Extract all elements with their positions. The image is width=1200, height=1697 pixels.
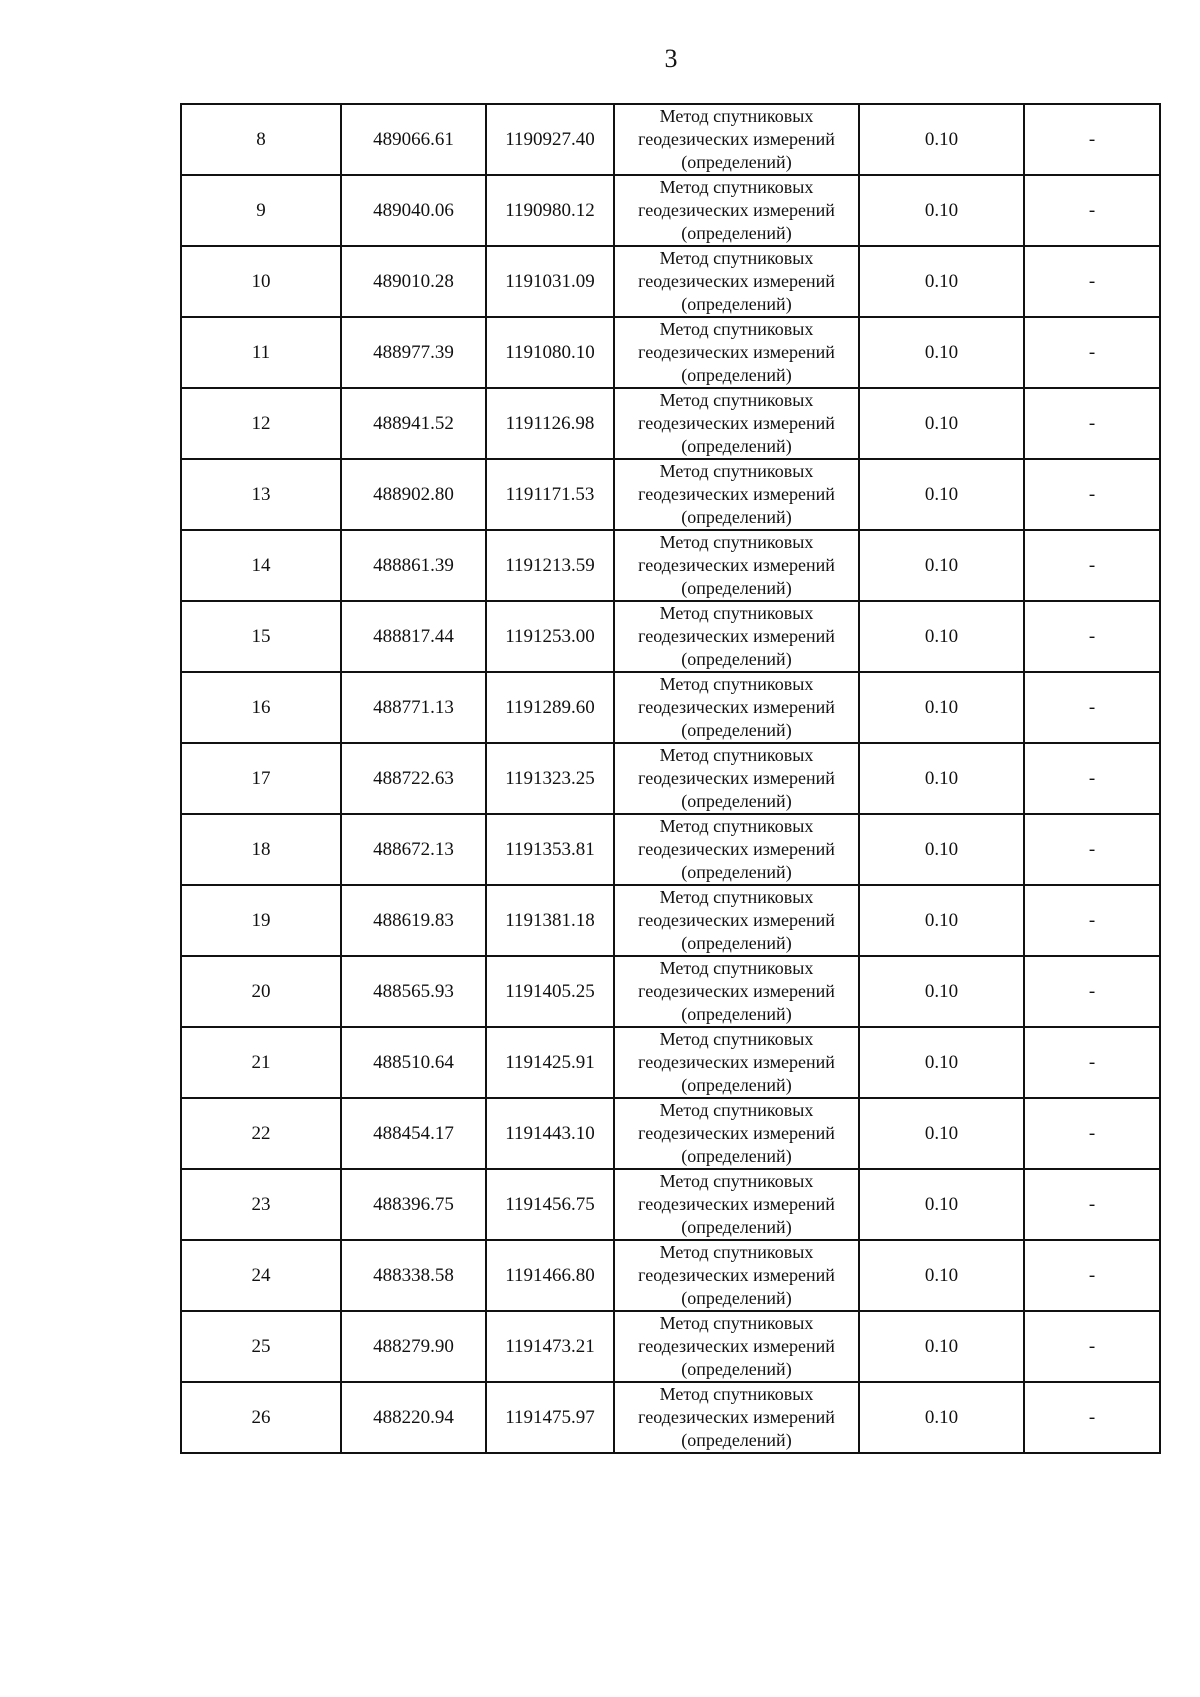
y-coordinate-cell: 1191425.91 (486, 1027, 614, 1098)
note-cell: - (1024, 885, 1160, 956)
note-cell: - (1024, 956, 1160, 1027)
y-coordinate-cell: 1191253.00 (486, 601, 614, 672)
x-coordinate-cell: 488861.39 (341, 530, 486, 601)
note-cell: - (1024, 1098, 1160, 1169)
method-cell: Метод спутниковых геодезических измерений (определений) (614, 885, 859, 956)
accuracy-cell: 0.10 (859, 175, 1024, 246)
note-cell: - (1024, 601, 1160, 672)
table-row (181, 814, 1160, 885)
coordinates-table (180, 103, 1161, 1454)
table-row (181, 743, 1160, 814)
point-number-cell: 18 (181, 814, 341, 885)
table-row (181, 956, 1160, 1027)
x-coordinate-cell: 488941.52 (341, 388, 486, 459)
table-row (181, 530, 1160, 601)
x-coordinate-cell: 488722.63 (341, 743, 486, 814)
note-cell: - (1024, 246, 1160, 317)
x-coordinate-cell: 488396.75 (341, 1169, 486, 1240)
note-cell: - (1024, 1027, 1160, 1098)
y-coordinate-cell: 1191405.25 (486, 956, 614, 1027)
point-number-cell: 25 (181, 1311, 341, 1382)
x-coordinate-cell: 489066.61 (341, 104, 486, 175)
table-row (181, 601, 1160, 672)
y-coordinate-cell: 1191171.53 (486, 459, 614, 530)
table-row (181, 1027, 1160, 1098)
accuracy-cell: 0.10 (859, 1098, 1024, 1169)
note-cell: - (1024, 1169, 1160, 1240)
x-coordinate-cell: 488902.80 (341, 459, 486, 530)
point-number-cell: 22 (181, 1098, 341, 1169)
method-cell: Метод спутниковых геодезических измерений (определений) (614, 530, 859, 601)
accuracy-cell: 0.10 (859, 601, 1024, 672)
y-coordinate-cell: 1191381.18 (486, 885, 614, 956)
method-cell: Метод спутниковых геодезических измерений (определений) (614, 743, 859, 814)
accuracy-cell: 0.10 (859, 885, 1024, 956)
y-coordinate-cell: 1191353.81 (486, 814, 614, 885)
x-coordinate-cell: 489010.28 (341, 246, 486, 317)
y-coordinate-cell: 1191031.09 (486, 246, 614, 317)
y-coordinate-cell: 1191466.80 (486, 1240, 614, 1311)
method-cell: Метод спутниковых геодезических измерений (определений) (614, 459, 859, 530)
x-coordinate-cell: 488619.83 (341, 885, 486, 956)
method-cell: Метод спутниковых геодезических измерений (определений) (614, 1382, 859, 1453)
table-row (181, 104, 1160, 175)
point-number-cell: 14 (181, 530, 341, 601)
method-cell: Метод спутниковых геодезических измерений (определений) (614, 246, 859, 317)
y-coordinate-cell: 1191475.97 (486, 1382, 614, 1453)
note-cell: - (1024, 530, 1160, 601)
accuracy-cell: 0.10 (859, 956, 1024, 1027)
accuracy-cell: 0.10 (859, 1240, 1024, 1311)
note-cell: - (1024, 1311, 1160, 1382)
table-row (181, 885, 1160, 956)
table-row (181, 317, 1160, 388)
point-number-cell: 20 (181, 956, 341, 1027)
x-coordinate-cell: 488220.94 (341, 1382, 486, 1453)
method-cell: Метод спутниковых геодезических измерений (определений) (614, 175, 859, 246)
note-cell: - (1024, 388, 1160, 459)
coordinates-table-body (181, 104, 1160, 1453)
method-cell: Метод спутниковых геодезических измерений (определений) (614, 814, 859, 885)
accuracy-cell: 0.10 (859, 388, 1024, 459)
method-cell: Метод спутниковых геодезических измерений (определений) (614, 317, 859, 388)
note-cell: - (1024, 1240, 1160, 1311)
y-coordinate-cell: 1190927.40 (486, 104, 614, 175)
method-cell: Метод спутниковых геодезических измерений (определений) (614, 956, 859, 1027)
point-number-cell: 13 (181, 459, 341, 530)
point-number-cell: 24 (181, 1240, 341, 1311)
point-number-cell: 12 (181, 388, 341, 459)
accuracy-cell: 0.10 (859, 104, 1024, 175)
accuracy-cell: 0.10 (859, 317, 1024, 388)
point-number-cell: 8 (181, 104, 341, 175)
y-coordinate-cell: 1191323.25 (486, 743, 614, 814)
point-number-cell: 23 (181, 1169, 341, 1240)
method-cell: Метод спутниковых геодезических измерений (определений) (614, 1027, 859, 1098)
page-number: 3 (664, 44, 678, 73)
accuracy-cell: 0.10 (859, 246, 1024, 317)
method-cell: Метод спутниковых геодезических измерений (определений) (614, 388, 859, 459)
point-number-cell: 16 (181, 672, 341, 743)
y-coordinate-cell: 1191080.10 (486, 317, 614, 388)
table-row (181, 1169, 1160, 1240)
point-number-cell: 15 (181, 601, 341, 672)
point-number-cell: 21 (181, 1027, 341, 1098)
accuracy-cell: 0.10 (859, 530, 1024, 601)
point-number-cell: 19 (181, 885, 341, 956)
note-cell: - (1024, 743, 1160, 814)
x-coordinate-cell: 488672.13 (341, 814, 486, 885)
point-number-cell: 17 (181, 743, 341, 814)
table-row (181, 1382, 1160, 1453)
note-cell: - (1024, 1382, 1160, 1453)
note-cell: - (1024, 672, 1160, 743)
x-coordinate-cell: 488338.58 (341, 1240, 486, 1311)
method-cell: Метод спутниковых геодезических измерений (определений) (614, 104, 859, 175)
point-number-cell: 11 (181, 317, 341, 388)
x-coordinate-cell: 488279.90 (341, 1311, 486, 1382)
accuracy-cell: 0.10 (859, 1169, 1024, 1240)
table-row (181, 459, 1160, 530)
accuracy-cell: 0.10 (859, 1382, 1024, 1453)
note-cell: - (1024, 814, 1160, 885)
table-row (181, 246, 1160, 317)
accuracy-cell: 0.10 (859, 743, 1024, 814)
note-cell: - (1024, 317, 1160, 388)
method-cell: Метод спутниковых геодезических измерений (определений) (614, 1240, 859, 1311)
y-coordinate-cell: 1190980.12 (486, 175, 614, 246)
accuracy-cell: 0.10 (859, 814, 1024, 885)
method-cell: Метод спутниковых геодезических измерений (определений) (614, 1098, 859, 1169)
table-row (181, 388, 1160, 459)
method-cell: Метод спутниковых геодезических измерений (определений) (614, 1169, 859, 1240)
method-cell: Метод спутниковых геодезических измерений (определений) (614, 601, 859, 672)
y-coordinate-cell: 1191213.59 (486, 530, 614, 601)
table-row (181, 1240, 1160, 1311)
accuracy-cell: 0.10 (859, 1311, 1024, 1382)
note-cell: - (1024, 459, 1160, 530)
y-coordinate-cell: 1191126.98 (486, 388, 614, 459)
x-coordinate-cell: 488977.39 (341, 317, 486, 388)
point-number-cell: 9 (181, 175, 341, 246)
table-row (181, 175, 1160, 246)
note-cell: - (1024, 104, 1160, 175)
note-cell: - (1024, 175, 1160, 246)
point-number-cell: 10 (181, 246, 341, 317)
x-coordinate-cell: 489040.06 (341, 175, 486, 246)
y-coordinate-cell: 1191456.75 (486, 1169, 614, 1240)
accuracy-cell: 0.10 (859, 672, 1024, 743)
table-row (181, 1098, 1160, 1169)
accuracy-cell: 0.10 (859, 1027, 1024, 1098)
x-coordinate-cell: 488510.64 (341, 1027, 486, 1098)
point-number-cell: 26 (181, 1382, 341, 1453)
x-coordinate-cell: 488817.44 (341, 601, 486, 672)
accuracy-cell: 0.10 (859, 459, 1024, 530)
table-row (181, 672, 1160, 743)
x-coordinate-cell: 488771.13 (341, 672, 486, 743)
method-cell: Метод спутниковых геодезических измерений (определений) (614, 672, 859, 743)
y-coordinate-cell: 1191443.10 (486, 1098, 614, 1169)
method-cell: Метод спутниковых геодезических измерений (определений) (614, 1311, 859, 1382)
x-coordinate-cell: 488565.93 (341, 956, 486, 1027)
x-coordinate-cell: 488454.17 (341, 1098, 486, 1169)
y-coordinate-cell: 1191289.60 (486, 672, 614, 743)
y-coordinate-cell: 1191473.21 (486, 1311, 614, 1382)
table-row (181, 1311, 1160, 1382)
